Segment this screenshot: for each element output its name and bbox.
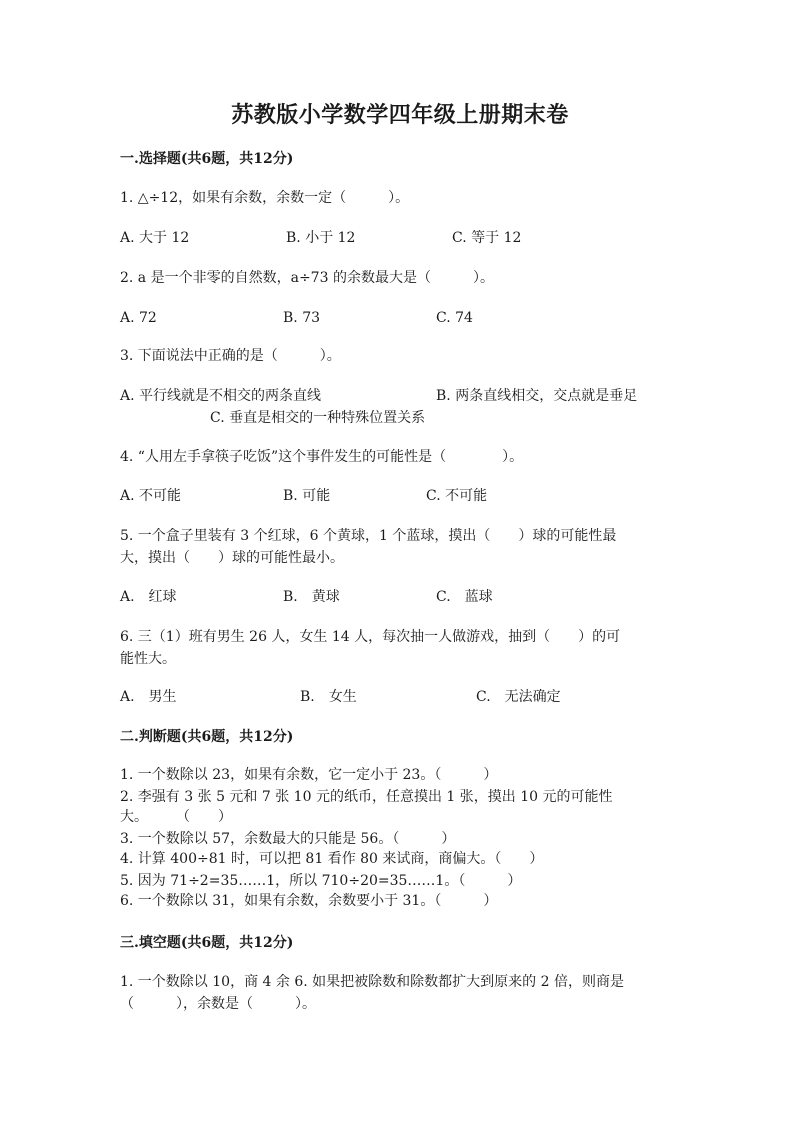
question-4-stem: 4. “人用左手拿筷子吃饭”这个事件发生的可能性是（ ）。: [120, 449, 524, 465]
question-2-option-c: C. 74: [436, 310, 473, 326]
judge-item-1: 1. 一个数除以 23，如果有余数，它一定小于 23。（ ）: [120, 767, 498, 783]
question-1-option-a: A. 大于 12: [120, 230, 190, 246]
question-4-option-c: C. 不可能: [426, 488, 488, 504]
section-heading-choice: 一.选择题(共6题，共12分): [120, 151, 294, 167]
section-heading-judge: 二.判断题(共6题，共12分): [120, 729, 294, 745]
judge-item-6: 6. 一个数除以 31，如果有余数，余数要小于 31。（ ）: [120, 893, 498, 909]
section-heading-fill: 三.填空题(共6题，共12分): [120, 935, 294, 951]
question-6-stem-line2: 能性大。: [120, 651, 176, 667]
question-5-option-c: C. 蓝球: [436, 589, 493, 605]
question-1-stem: 1. △÷12，如果有余数，余数一定（ ）。: [120, 190, 410, 206]
judge-item-3: 3. 一个数除以 57，余数最大的只能是 56。（ ）: [120, 831, 456, 847]
question-6-option-a: A. 男生: [120, 689, 177, 705]
question-2-option-a: A. 72: [120, 310, 157, 326]
question-2-option-b: B. 73: [283, 310, 321, 326]
question-3-option-b: B. 两条直线相交，交点就是垂足: [436, 388, 638, 404]
judge-item-2-line2: 大。 （ ）: [120, 809, 232, 825]
question-6-stem-line1: 6. 三（1）班有男生 26 人，女生 14 人，每次抽一人做游戏，抽到（ ）的可: [120, 629, 621, 645]
question-1-option-b: B. 小于 12: [286, 230, 356, 246]
page-title: 苏教版小学数学四年级上册期末卷: [231, 102, 569, 128]
fill-question-1-line2: （ ），余数是（ ）。: [120, 996, 316, 1012]
question-3-option-a: A. 平行线就是不相交的两条直线: [120, 388, 322, 404]
question-1-option-c: C. 等于 12: [452, 230, 522, 246]
question-6-option-c: C. 无法确定: [476, 689, 561, 705]
question-5-stem-line2: 大，摸出（ ）球的可能性最小。: [120, 550, 344, 566]
question-3-stem: 3. 下面说法中正确的是（ ）。: [120, 348, 341, 364]
question-4-option-a: A. 不可能: [120, 488, 182, 504]
question-5-option-a: A. 红球: [120, 589, 177, 605]
judge-item-2-line1: 2. 李强有 3 张 5 元和 7 张 10 元的纸币，任意摸出 1 张，摸出 10 元的可能性: [120, 789, 613, 805]
question-2-stem: 2. a 是一个非零的自然数，a÷73 的余数最大是（ ）。: [120, 270, 494, 286]
question-6-option-b: B. 女生: [300, 689, 357, 705]
fill-question-1-line1: 1. 一个数除以 10，商 4 余 6. 如果把被除数和除数都扩大到原来的 2 倍，则商是: [120, 974, 624, 990]
question-5-stem-line1: 5. 一个盒子里装有 3 个红球，6 个黄球，1 个蓝球，摸出（ ）球的可能性最: [120, 528, 617, 544]
judge-item-4: 4. 计算 400÷81 时，可以把 81 看作 80 来试商，商偏大。（ ）: [120, 851, 544, 867]
question-3-option-c: C. 垂直是相交的一种特殊位置关系: [210, 410, 426, 426]
question-4-option-b: B. 可能: [283, 488, 331, 504]
judge-item-5: 5. 因为 71÷2=35……1，所以 710÷20=35……1。（ ）: [120, 873, 522, 889]
question-5-option-b: B. 黄球: [283, 589, 340, 605]
